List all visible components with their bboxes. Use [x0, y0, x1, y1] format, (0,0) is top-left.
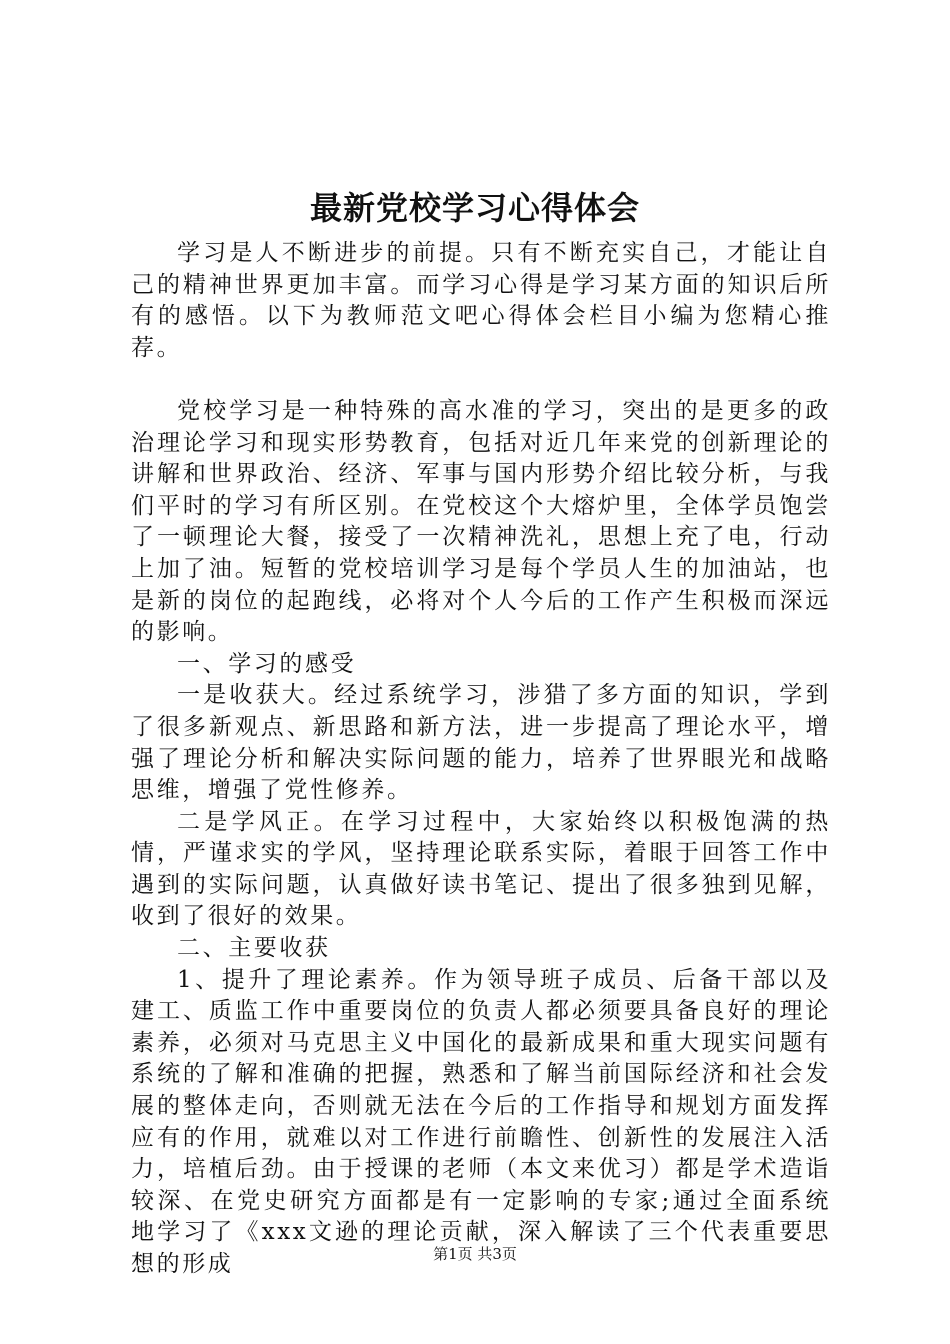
paragraph-gain: 一是收获大。经过系统学习，涉猎了多方面的知识，学到了很多新观点、新思路和新方法，进一步提高了理论水平，增强了理论分析和解决实际问题的能力，培养了世界眼光和战略思维，增强了党性修养。: [131, 682, 831, 804]
paragraph-theory: 1、提升了理论素养。作为领导班子成员、后备干部以及建工、质监工作中重要岗位的负责人都必须要具备良好的理论素养，必须对马克思主义中国化的最新成果和重大现实问题有系统的了解和准确的把握，熟悉和了解当前国际经济和社会发展的整体走向，否则就无法在今后的工作指导和规划方面发挥应有的作用，就难以对工作进行前瞻性、创新性的发展注入活力，培植后劲。由于授课的老师（本文来优习）都是学术造诣较深、在党史研究方面都是有一定影响的专家;通过全面系统地学习了《xxx文逊的理论贡献，深入解读了三个代表重要思想的形成: [131, 966, 831, 1277]
paragraph-intro: 学习是人不断进步的前提。只有不断充实自己，才能让自己的精神世界更加丰富。而学习心得是学习某方面的知识后所有的感悟。以下为教师范文吧心得体会栏目小编为您精心推荐。: [131, 240, 831, 361]
page-footer: 第1页 共3页: [433, 1245, 517, 1263]
paragraph-study-style: 二是学风正。在学习过程中，大家始终以积极饱满的热情，严谨求实的学风，坚持理论联系实际，着眼于回答工作中遇到的实际问题，认真做好读书笔记、提出了很多独到见解，收到了很好的效果。: [131, 808, 831, 930]
section-heading-feelings: 一、学习的感受: [177, 650, 357, 677]
paragraph-spacer: [131, 364, 831, 396]
document-title: 最新党校学习心得体会: [309, 189, 640, 227]
paragraph-overview: 党校学习是一种特殊的高水准的学习，突出的是更多的政治理论学习和现实形势教育，包括对近几年来党的创新理论的讲解和世界政治、经济、军事与国内形势介绍比较分析，与我们平时的学习有所区别。在党校这个大熔炉里，全体学员饱尝了一顿理论大餐，接受了一次精神洗礼，思想上充了电，行动上加了油。短暂的党校培训学习是每个学员人生的加油站，也是新的岗位的起跑线，必将对个人今后的工作产生积极而深远的影响。: [131, 397, 831, 646]
document-body: [131, 238, 831, 1281]
section-heading-gains: 二、主要收获: [177, 935, 331, 962]
